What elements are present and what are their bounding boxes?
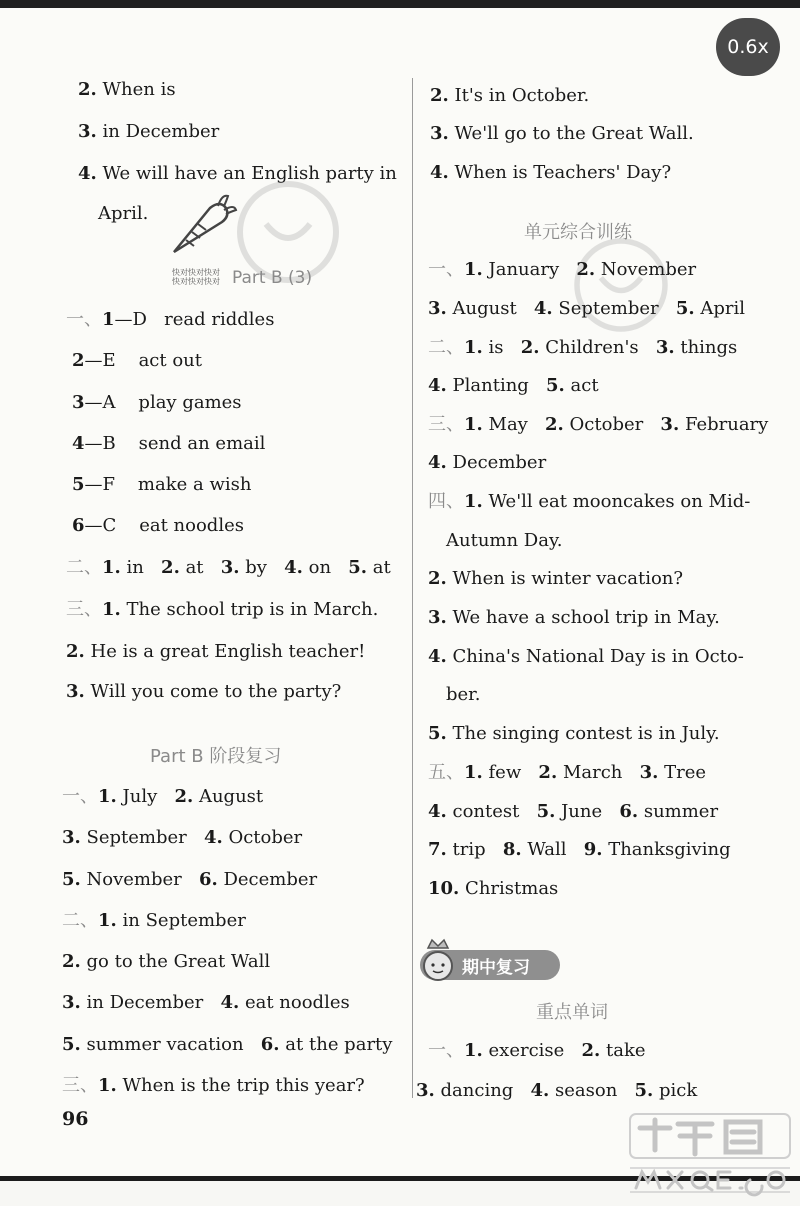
- answer-line: 4. We will have an English party in: [78, 163, 397, 184]
- answer-line: 2. It's in October.: [430, 85, 590, 106]
- matching-line: 2—E act out: [72, 350, 202, 371]
- answer-line: 2. When is winter vacation?: [428, 568, 684, 589]
- answer-line: 三、1. The school trip is in March.: [66, 599, 379, 620]
- answer-line: 3. in December: [78, 121, 220, 142]
- crown-girl-icon: [420, 936, 456, 982]
- mid-review-badge: 期中复习: [420, 950, 560, 980]
- answer-line: 3. Will you come to the party?: [66, 681, 342, 702]
- answer-line: 一、1. exercise 2. take: [428, 1040, 646, 1061]
- watermark-logo: [566, 230, 676, 340]
- answer-line: 二、1. in 2. at 3. by 4. on 5. at: [66, 557, 391, 578]
- answer-line: 2. He is a great English teacher!: [66, 641, 366, 662]
- section-title-key-words: 重点单词: [536, 1002, 608, 1023]
- section-title-part-b3: Part B (3): [232, 268, 313, 288]
- answer-line: 4. contest 5. June 6. summer: [428, 801, 719, 822]
- matching-line: 4—B send an email: [72, 433, 266, 454]
- answer-line: 4. December: [428, 452, 547, 473]
- section-title-unit-training: 单元综合训练: [524, 222, 632, 243]
- answer-line: 2. go to the Great Wall: [62, 951, 271, 972]
- answer-line: 二、1. is 2. Children's 3. things: [428, 337, 738, 358]
- carrot-icon: [166, 190, 238, 262]
- answer-line: 4. China's National Day is in Octo-: [428, 646, 744, 667]
- answer-line: 4. Planting 5. act: [428, 375, 599, 396]
- answer-line: 四、1. We'll eat mooncakes on Mid-: [428, 491, 751, 512]
- answer-line: 3. August 4. September 5. April: [428, 298, 745, 319]
- site-logo: [622, 1108, 798, 1198]
- page-number: 96: [62, 1108, 89, 1130]
- answer-line: 一、1. January 2. November: [428, 259, 697, 280]
- answer-line: 3. We have a school trip in May.: [428, 607, 720, 628]
- matching-line: 3—A play games: [72, 392, 242, 413]
- answer-line: 2. When is: [78, 79, 176, 100]
- answer-line: ber.: [446, 684, 481, 705]
- answer-line: 3. We'll go to the Great Wall.: [430, 123, 694, 144]
- answer-line: 五、1. few 2. March 3. Tree: [428, 762, 706, 783]
- matching-line: 一、1—D read riddles: [66, 309, 275, 330]
- answer-line: Autumn Day.: [446, 530, 563, 551]
- answer-line: April.: [98, 203, 149, 224]
- top-border: [0, 0, 800, 8]
- section-title-review: Part B 阶段复习: [150, 746, 282, 767]
- column-divider: [412, 78, 413, 1098]
- answer-line: 3. dancing 4. season 5. pick: [416, 1080, 698, 1101]
- answer-line: 3. September 4. October: [62, 827, 303, 848]
- answer-line: 10. Christmas: [428, 878, 559, 899]
- answer-line: 二、1. in September: [62, 910, 246, 931]
- answer-line: 三、1. When is the trip this year?: [62, 1075, 365, 1096]
- zoom-indicator-button[interactable]: 0.6x: [716, 18, 780, 76]
- answer-line: 3. in December 4. eat noodles: [62, 992, 350, 1013]
- answer-line: 5. The singing contest is in July.: [428, 723, 720, 744]
- matching-line: 6—C eat noodles: [72, 515, 244, 536]
- answer-line: 5. November 6. December: [62, 869, 318, 890]
- stamp-text: [172, 268, 220, 286]
- stamp-line: 快对快对快对: [172, 268, 220, 277]
- answer-line: 7. trip 8. Wall 9. Thanksgiving: [428, 839, 731, 860]
- answer-line: 三、1. May 2. October 3. February: [428, 414, 769, 435]
- answer-line: 4. When is Teachers' Day?: [430, 162, 672, 183]
- answer-line: 5. summer vacation 6. at the party: [62, 1034, 393, 1055]
- matching-line: 5—F make a wish: [72, 474, 252, 495]
- answer-line: 一、1. July 2. August: [62, 786, 264, 807]
- stamp-line: 快对快对快对: [172, 277, 220, 286]
